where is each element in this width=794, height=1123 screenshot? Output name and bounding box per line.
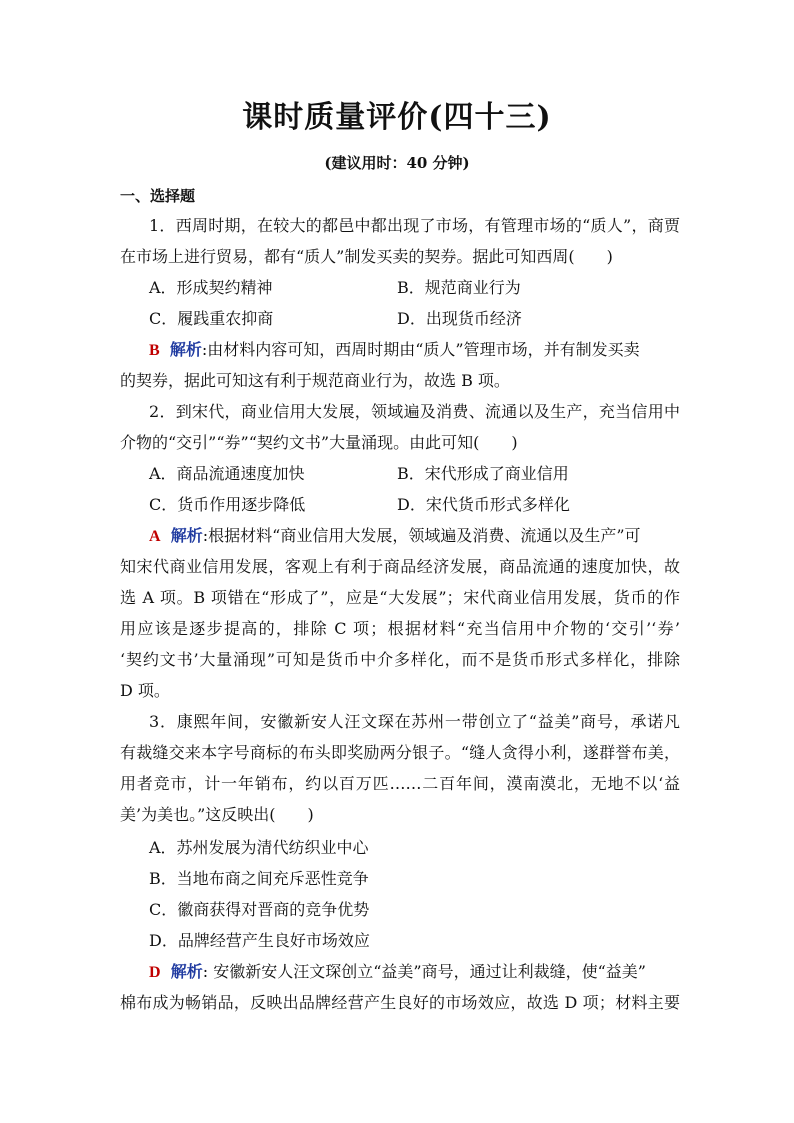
- section-heading: 一、选择题: [120, 187, 196, 205]
- q2-explanation-line-5: ‘契约文书’大量涌现”可知是货币中介多样化，而不是货币形式多样化，排除: [120, 650, 680, 669]
- q1-stem-line-2: 在市场上进行贸易，都有“质人”制发买卖的契券。据此可知西周( ): [120, 247, 613, 266]
- q2-option-a: A．商品流通速度加快: [149, 464, 305, 483]
- q3-answer: D: [149, 964, 161, 981]
- q3-stem-line-2: 有裁缝交来本字号商标的布头即奖励两分银子。“缝人贪得小利，遂群誉布美，: [120, 743, 680, 762]
- q3-explanation-line-2: 棉布成为畅销品，反映出品牌经营产生良好的市场效应，故选 D 项；材料主要: [120, 993, 680, 1012]
- q1-explanation-line-2: 的契券，据此可知这有利于规范商业行为，故选 B 项。: [120, 371, 510, 390]
- q1-explanation-line-1: [149, 338, 680, 363]
- q3-stem-line-1: 3．康熙年间，安徽新安人汪文琛在苏州一带创立了“益美”商号，承诺凡: [149, 712, 680, 731]
- q1-option-a: A．形成契约精神: [149, 278, 273, 297]
- q3-explanation-line-1: [149, 960, 680, 985]
- q2-explanation-line-6: D 项。: [120, 681, 170, 700]
- q2-stem-line-1: 2．到宋代，商业信用大发展，领域遍及消费、流通以及生产，充当信用中: [149, 402, 680, 421]
- q3-option-b: B．当地布商之间充斥恶性竞争: [149, 869, 369, 888]
- q1-stem-line-1: 1．西周时期，在较大的都邑中都出现了市场，有管理市场的“质人”，商贾: [149, 216, 680, 235]
- q2-explanation-text-1: :根据材料“商业信用大发展，领域遍及消费、流通以及生产”可: [202, 526, 641, 545]
- suggested-time: (建议用时：40 分钟): [324, 154, 470, 172]
- q2-analysis-label: 解析: [170, 526, 203, 545]
- q3-stem-line-3: 用者竞市，计一年销布，约以百万匹……二百年间，漠南漠北，无地不以‘益: [120, 774, 680, 793]
- q2-answer: A: [149, 528, 161, 545]
- q3-explanation-text-1: : 安徽新安人汪文琛创立“益美”商号，通过让利裁缝，使“益美”: [202, 962, 646, 981]
- page-title: 课时质量评价(四十三): [242, 100, 552, 135]
- q3-analysis-label: 解析: [170, 962, 203, 981]
- q1-analysis-label: 解析: [169, 340, 202, 359]
- q2-option-c: C．货币作用逐步降低: [149, 495, 306, 514]
- q3-option-c: C．徽商获得对晋商的竞争优势: [149, 900, 370, 919]
- q2-explanation-line-3: 选 A 项。B 项错在“形成了”，应是“大发展”；宋代商业信用发展，货币的作: [120, 588, 680, 607]
- q3-option-d: D．品牌经营产生良好市场效应: [149, 931, 370, 950]
- q1-option-c: C．履践重农抑商: [149, 309, 274, 328]
- q2-explanation-line-4: 用应该是逐步提高的，排除 C 项；根据材料“充当信用中介物的‘交引’‘券’: [120, 619, 680, 638]
- q2-option-d: D．宋代货币形式多样化: [397, 495, 570, 514]
- q2-explanation-line-2: 知宋代商业信用发展，客观上有利于商品经济发展，商品流通的速度加快，故: [120, 557, 680, 576]
- q1-option-b: B．规范商业行为: [397, 278, 521, 297]
- q3-stem-line-4: 美’为美也。”这反映出( ): [120, 805, 314, 824]
- q2-option-b: B．宋代形成了商业信用: [397, 464, 569, 483]
- q1-explanation-text-1: :由材料内容可知，西周时期由“质人”管理市场，并有制发买卖: [201, 340, 640, 359]
- q3-option-a: A．苏州发展为清代纺织业中心: [149, 838, 369, 857]
- q2-stem-line-2: 介物的“交引”“券”“契约文书”大量涌现。由此可知( ): [120, 433, 518, 452]
- q1-answer: B: [149, 342, 160, 359]
- q1-option-d: D．出现货币经济: [397, 309, 522, 328]
- q2-explanation-line-1: [149, 524, 680, 549]
